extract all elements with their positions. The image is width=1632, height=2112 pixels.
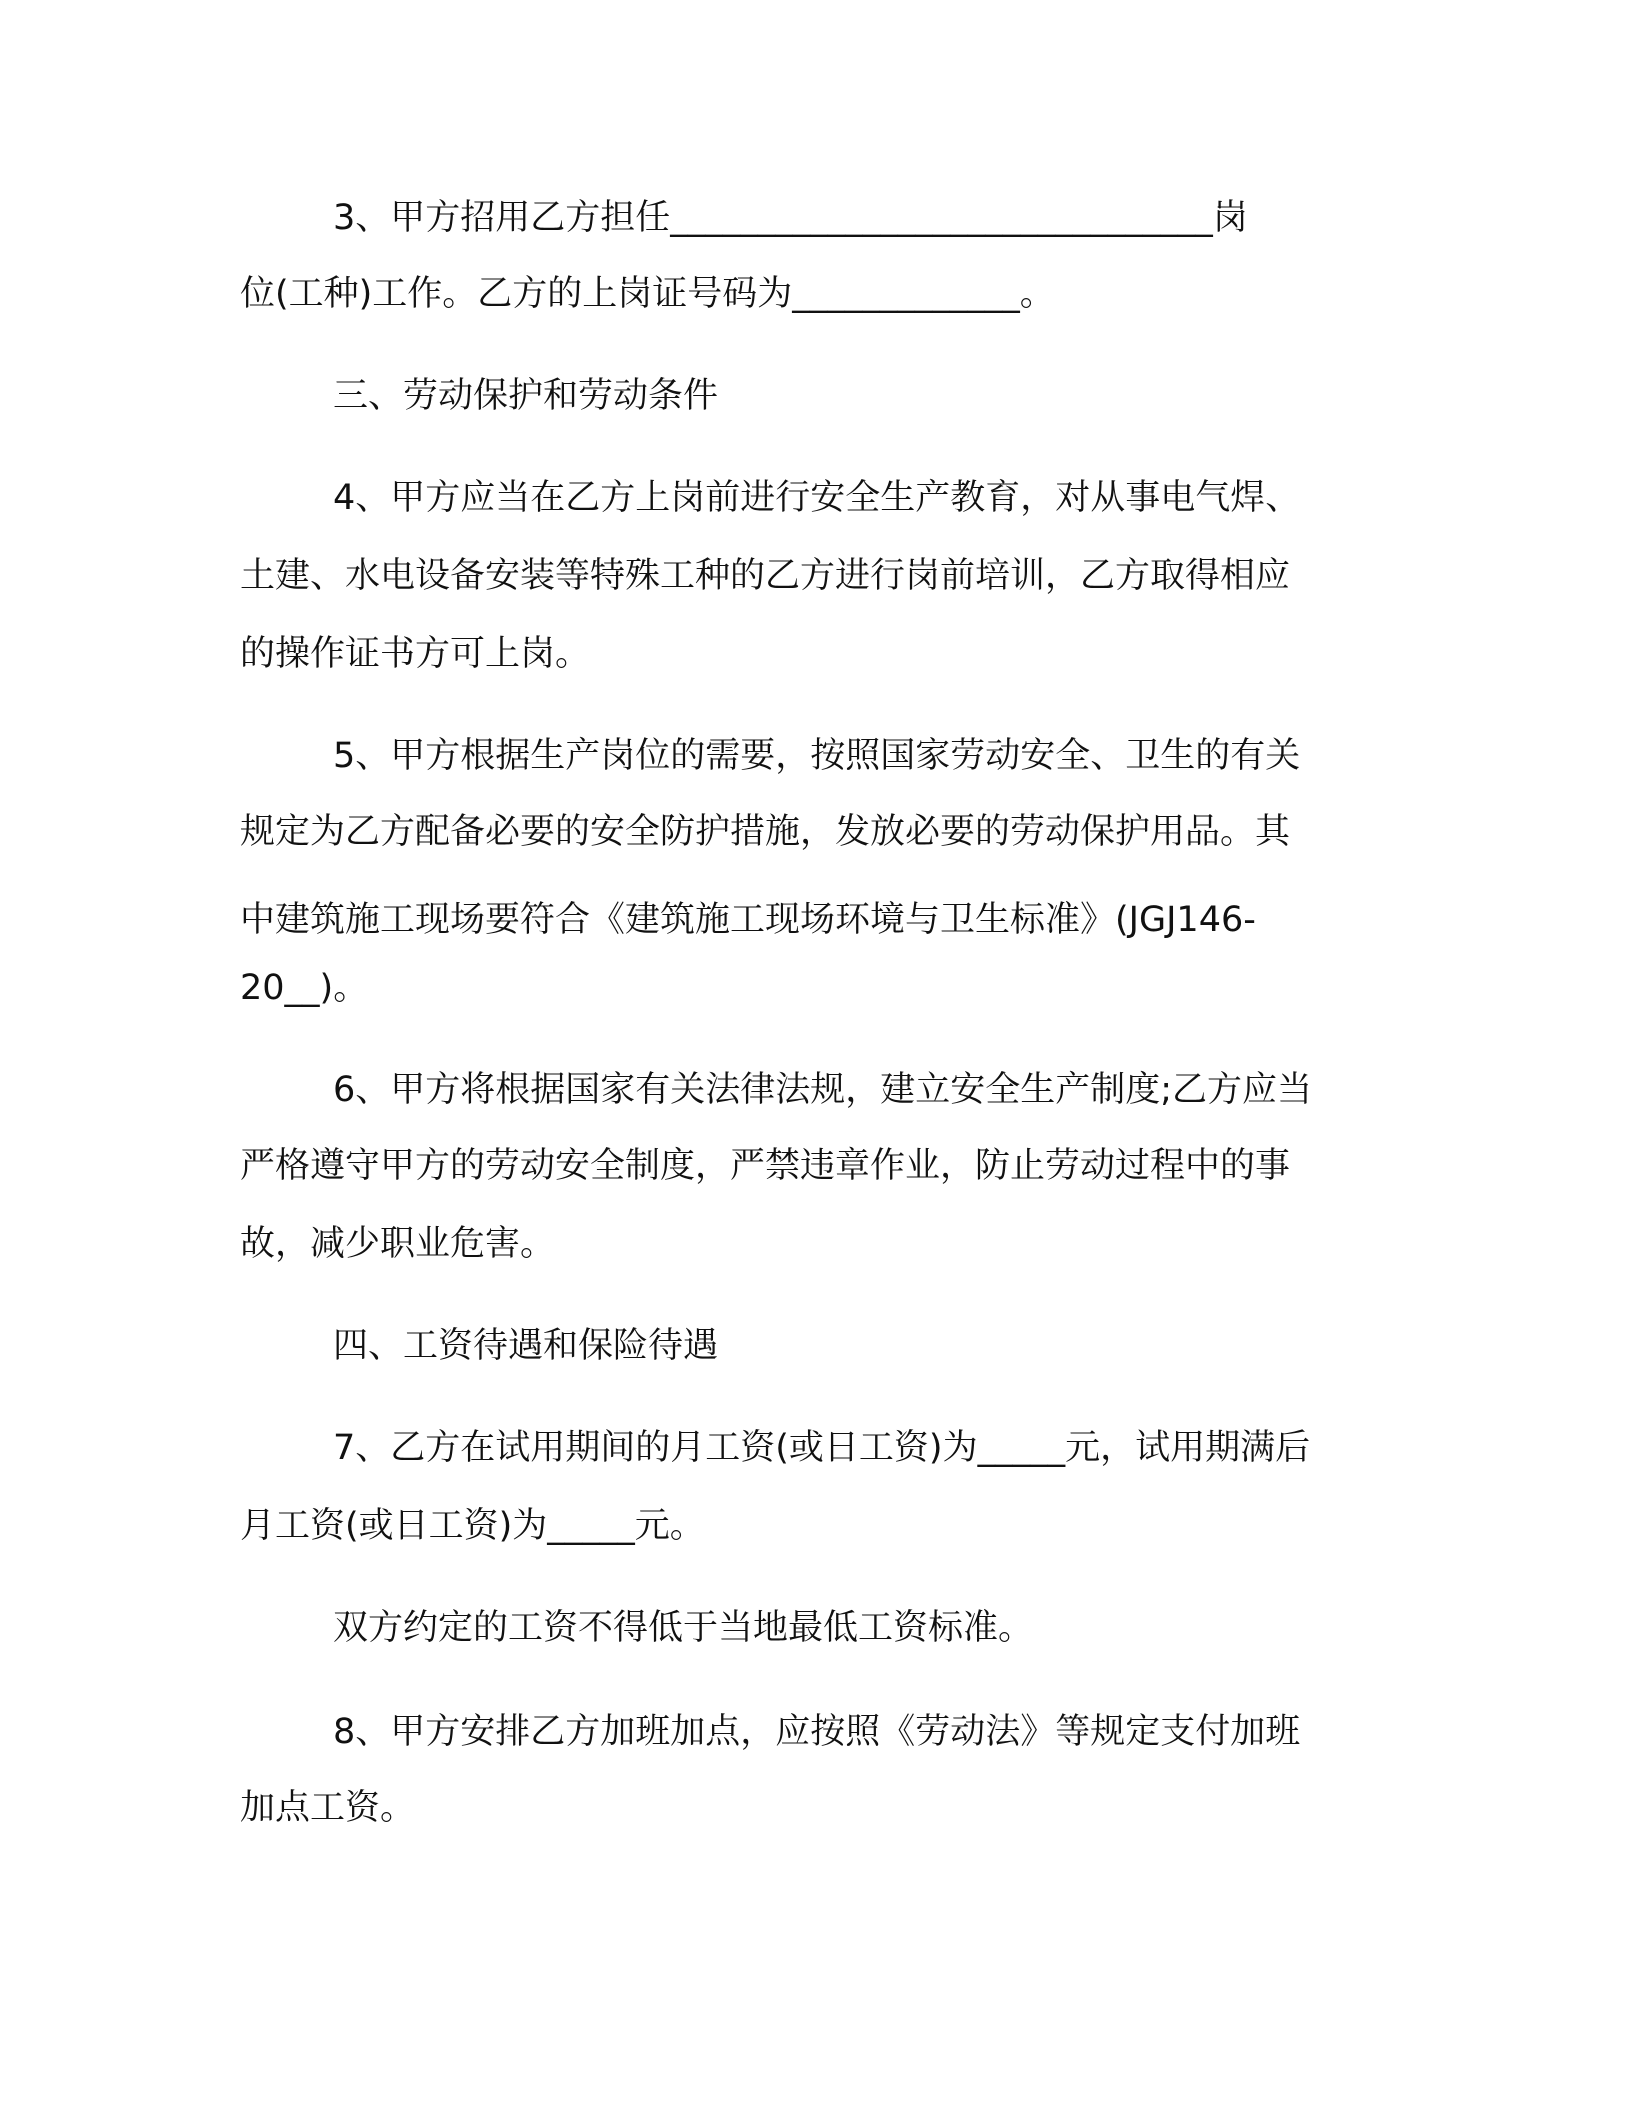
clause-6-line-3: 故，减少职业危害。 (240, 1224, 556, 1264)
section-four-heading: 四、工资待遇和保险待遇 (333, 1326, 719, 1366)
clause-3-line-1: 3、甲方招用乙方担任_______________________________岗 (333, 198, 1248, 238)
section-three-heading: 三、劳动保护和劳动条件 (333, 376, 719, 416)
clause-6-line-2: 严格遵守甲方的劳动安全制度，严禁违章作业，防止劳动过程中的事 (240, 1146, 1291, 1186)
clause-6-line-1: 6、甲方将根据国家有关法律法规，建立安全生产制度;乙方应当 (333, 1070, 1313, 1110)
clause-8-line-2: 加点工资。 (240, 1788, 416, 1828)
clause-4-line-1: 4、甲方应当在乙方上岗前进行安全生产教育，对从事电气焊、 (333, 478, 1301, 518)
clause-5-line-1: 5、甲方根据生产岗位的需要，按照国家劳动安全、卫生的有关 (333, 736, 1301, 776)
clause-7-line-1: 7、乙方在试用期间的月工资(或日工资)为_____元，试用期满后 (333, 1428, 1311, 1468)
clause-8-line-1: 8、甲方安排乙方加班加点，应按照《劳动法》等规定支付加班 (333, 1712, 1301, 1752)
clause-7-line-2: 月工资(或日工资)为_____元。 (240, 1506, 705, 1546)
clause-3-line-2: 位(工种)工作。乙方的上岗证号码为_____________。 (240, 274, 1055, 314)
clause-4-line-2: 土建、水电设备安装等特殊工种的乙方进行岗前培训，乙方取得相应 (240, 556, 1291, 596)
clause-5-line-2: 规定为乙方配备必要的安全防护措施，发放必要的劳动保护用品。其 (240, 812, 1291, 852)
wage-agreement-line: 双方约定的工资不得低于当地最低工资标准。 (333, 1608, 1034, 1648)
clause-5-line-4: 20__)。 (240, 968, 369, 1008)
clause-4-line-3: 的操作证书方可上岗。 (240, 634, 591, 674)
clause-5-line-3: 中建筑施工现场要符合《建筑施工现场环境与卫生标准》(JGJ146- (240, 900, 1256, 940)
